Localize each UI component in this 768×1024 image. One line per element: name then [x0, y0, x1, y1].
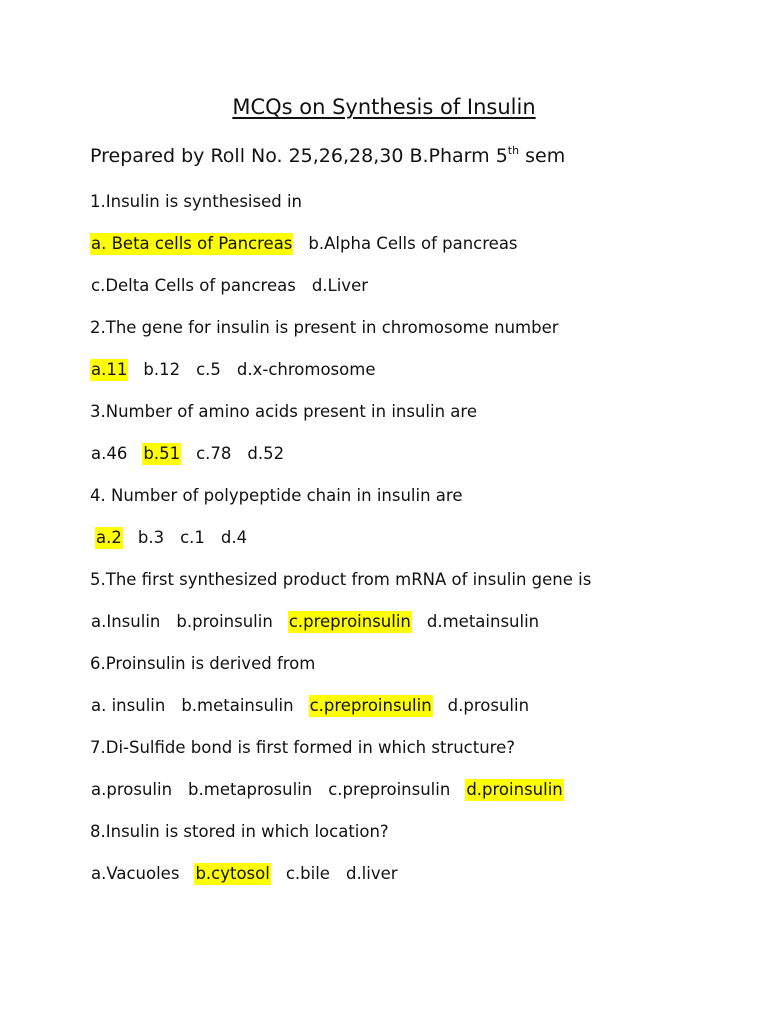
answer-option-highlighted: c.preproinsulin — [288, 612, 411, 631]
answer-option: b.3 — [137, 528, 165, 547]
options-row — [90, 233, 519, 255]
answer-option-highlighted: a.2 — [96, 528, 122, 547]
answer-option: a.prosulin — [91, 780, 173, 799]
answer-option: a.Insulin — [91, 612, 161, 631]
question-text: 3.Number of amino acids present in insulin are — [90, 402, 477, 421]
prepared-by-line — [90, 145, 565, 167]
answer-option: d.liver — [345, 864, 398, 883]
question-text: 6.Proinsulin is derived from — [90, 654, 316, 673]
options-row — [90, 695, 530, 717]
options-row — [90, 863, 399, 885]
question-text: 8.Insulin is stored in which location? — [90, 822, 389, 841]
answer-option: b.proinsulin — [176, 612, 273, 631]
options-row — [90, 779, 564, 801]
question-text: 1.Insulin is synthesised in — [90, 192, 303, 211]
answer-option: c.78 — [196, 444, 232, 463]
answer-option: c.preproinsulin — [328, 780, 451, 799]
answer-option-highlighted: b.cytosol — [195, 864, 270, 883]
answer-option: b.metaprosulin — [188, 780, 313, 799]
answer-option: d.Liver — [311, 276, 369, 295]
question-text: 7.Di-Sulfide bond is first formed in which structure? — [90, 738, 515, 757]
answer-option: d.4 — [220, 528, 248, 547]
answer-option: a. insulin — [91, 696, 166, 715]
prepared-by-tail: sem — [519, 145, 566, 167]
answer-option-highlighted: d.proinsulin — [466, 780, 563, 799]
answer-option: c.5 — [196, 360, 221, 379]
options-row — [90, 443, 285, 465]
answer-option: c.1 — [180, 528, 205, 547]
answer-option: b.12 — [143, 360, 181, 379]
answer-option: a.46 — [91, 444, 128, 463]
options-row — [90, 359, 376, 381]
answer-option: c.Delta Cells of pancreas — [91, 276, 296, 295]
answer-option: d.metainsulin — [426, 612, 540, 631]
question-text: 2.The gene for insulin is present in chromosome number — [90, 318, 559, 337]
options-row — [95, 527, 248, 549]
answer-option: b.Alpha Cells of pancreas — [308, 234, 518, 253]
answer-option-highlighted: a.11 — [91, 360, 128, 379]
answer-option-highlighted: a. Beta cells of Pancreas — [91, 234, 293, 253]
answer-option: a.Vacuoles — [91, 864, 180, 883]
answer-option: b.metainsulin — [181, 696, 294, 715]
question-text: 4. Number of polypeptide chain in insulin are — [90, 486, 463, 505]
ordinal-suffix: th — [507, 144, 520, 157]
answer-option-highlighted: b.51 — [143, 444, 181, 463]
answer-option: c.bile — [285, 864, 330, 883]
answer-option-highlighted: c.preproinsulin — [309, 696, 432, 715]
answer-option: d.prosulin — [447, 696, 530, 715]
answer-option: d.x-chromosome — [236, 360, 376, 379]
answer-option: d.52 — [247, 444, 285, 463]
page-title: MCQs on Synthesis of Insulin — [232, 95, 536, 119]
options-row — [90, 275, 369, 297]
options-row — [90, 611, 540, 633]
question-text: 5.The first synthesized product from mRNA of insulin gene is — [90, 570, 592, 589]
prepared-by-text: Prepared by Roll No. 25,26,28,30 B.Pharm 5 — [90, 145, 508, 167]
